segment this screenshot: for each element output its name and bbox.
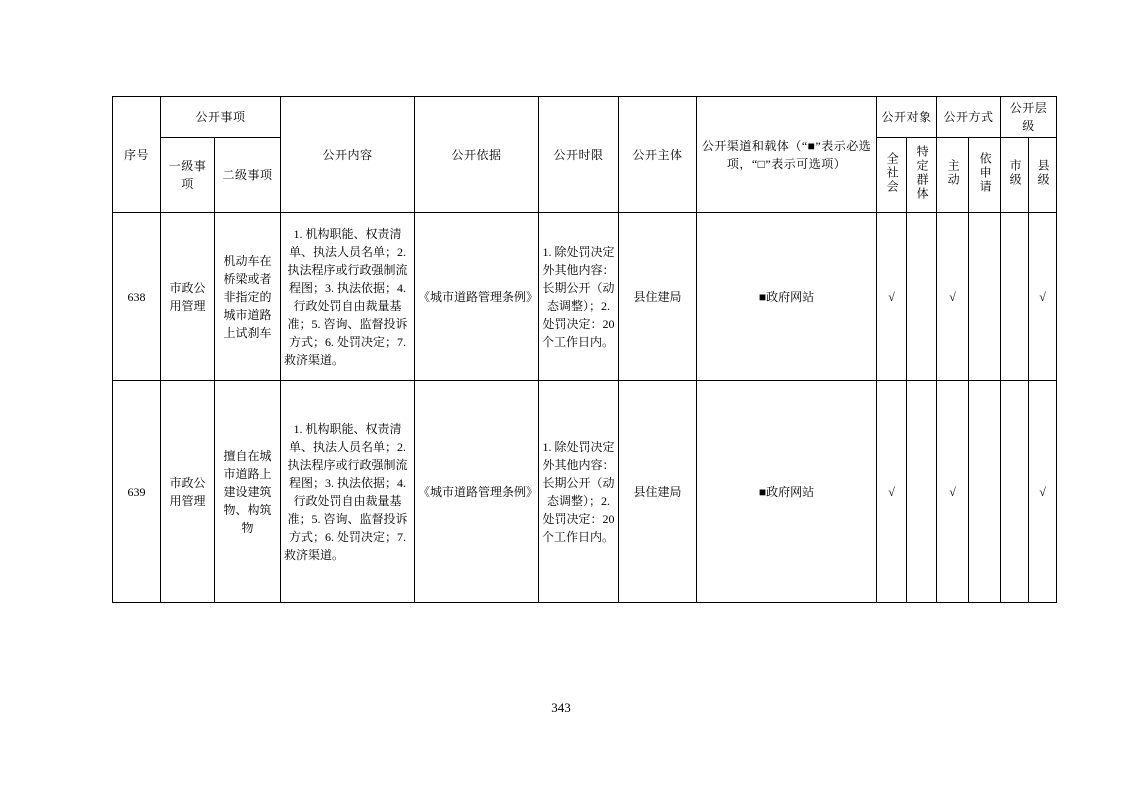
- table-header-row-1: [113, 97, 1057, 138]
- header-channel: 公开渠道和载体（“■”表示必选项，“□”表示可选项）: [697, 97, 877, 213]
- cell-time-limit: 1. 除处罚决定外其他内容：长期公开（动态调整）；2. 处罚决定：20个工作日内。: [539, 213, 619, 381]
- cell-level-county: √: [1029, 213, 1057, 381]
- cell-seq: 638: [113, 213, 161, 381]
- cell-basis: 《城市道路管理条例》: [415, 213, 539, 381]
- header-audience-specific: [907, 138, 937, 213]
- cell-audience-specific: [907, 213, 937, 381]
- header-public-matter: 公开事项: [161, 97, 281, 138]
- cell-audience-all: √: [877, 213, 907, 381]
- table-row: [113, 381, 1057, 603]
- header-level1: [161, 138, 215, 213]
- header-level: 公开层级: [1001, 97, 1057, 138]
- header-level1-label: 一级事项: [168, 159, 207, 191]
- cell-level2: 机动车在桥梁或者非指定的城市道路上试刹车: [215, 213, 281, 381]
- header-level-county: [1029, 138, 1057, 213]
- cell-method-active: √: [937, 213, 969, 381]
- header-content: 公开内容: [281, 97, 415, 213]
- cell-content: 1. 机构职能、权责清单、执法人员名单；2. 执法程序或行政强制流程图；3. 执法依据；4. 行政处罚自由裁量基准；5. 咨询、监督投诉方式；6. 处罚决定；7. 救济渠道。: [281, 213, 415, 381]
- header-subject: [619, 97, 697, 213]
- cell-audience-all: √: [877, 381, 907, 603]
- cell-level1: 市政公用管理: [161, 213, 215, 381]
- cell-method-request: [969, 213, 1001, 381]
- header-basis: 公开依据: [415, 97, 539, 213]
- header-seq: [113, 97, 161, 213]
- header-level-city: [1001, 138, 1029, 213]
- cell-level-county: √: [1029, 381, 1057, 603]
- header-method: 公开方式: [937, 97, 1001, 138]
- cell-level-city: [1001, 213, 1029, 381]
- public-disclosure-table-wrapper: [112, 96, 1051, 603]
- cell-subject: 县住建局: [619, 213, 697, 381]
- cell-seq: 639: [113, 381, 161, 603]
- header-time-limit-label: 公开时限: [553, 147, 604, 162]
- cell-method-active: √: [937, 381, 969, 603]
- header-method-request: [969, 138, 1001, 213]
- cell-subject: 县住建局: [619, 381, 697, 603]
- public-disclosure-table: [112, 96, 1057, 603]
- cell-content: 1. 机构职能、权责清单、执法人员名单；2. 执法程序或行政强制流程图；3. 执法依据；4. 行政处罚自由裁量基准；5. 咨询、监督投诉方式；6. 处罚决定；7. 救济渠道。: [281, 381, 415, 603]
- header-audience-all-label: 全社会: [885, 151, 900, 194]
- header-level2-label: 二级事项: [222, 168, 273, 182]
- cell-level2: 擅自在城市道路上建设建筑物、构筑物: [215, 381, 281, 603]
- header-audience-all: [877, 138, 907, 213]
- header-level2: [215, 138, 281, 213]
- header-level-county-label: 县级: [1036, 158, 1051, 187]
- cell-audience-specific: [907, 381, 937, 603]
- header-method-active-label: 主动: [946, 158, 961, 187]
- cell-basis: 《城市道路管理条例》: [415, 381, 539, 603]
- header-method-active: [937, 138, 969, 213]
- cell-level1: 市政公用管理: [161, 381, 215, 603]
- header-audience: 公开对象: [877, 97, 937, 138]
- cell-method-request: [969, 381, 1001, 603]
- header-audience-specific-label: 特定群体: [915, 144, 930, 201]
- cell-channel: ■政府网站: [697, 381, 877, 603]
- header-level-city-label: 市级: [1008, 158, 1023, 187]
- header-subject-label: 公开主体: [632, 147, 683, 162]
- page-number: 343: [551, 700, 571, 715]
- header-time-limit: [539, 97, 619, 213]
- header-method-request-label: 依申请: [978, 151, 993, 194]
- cell-time-limit: 1. 除处罚决定外其他内容：长期公开（动态调整）；2. 处罚决定：20个工作日内。: [539, 381, 619, 603]
- cell-level-city: [1001, 381, 1029, 603]
- cell-channel: ■政府网站: [697, 213, 877, 381]
- header-seq-label: 序号: [123, 147, 149, 162]
- table-row: [113, 213, 1057, 381]
